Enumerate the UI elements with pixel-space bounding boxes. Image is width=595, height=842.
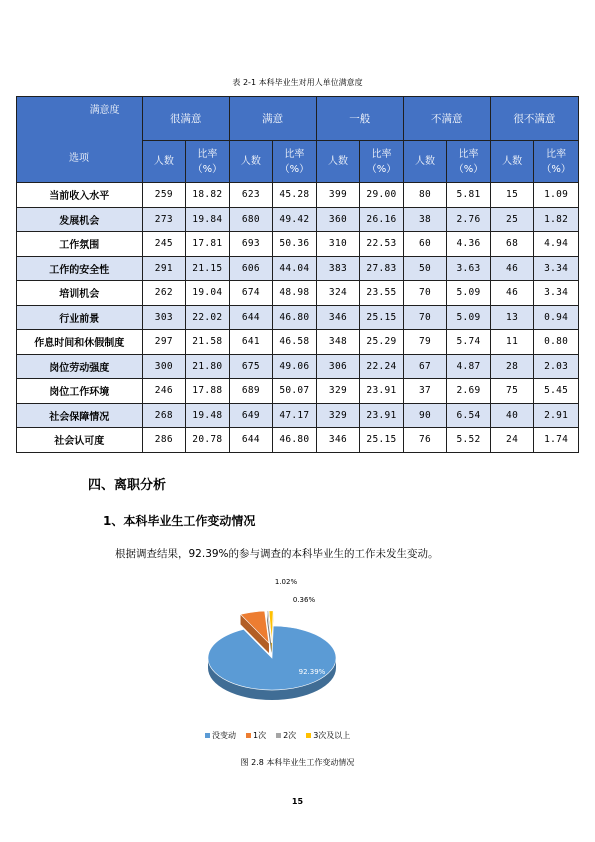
count-cell: 606 [229, 256, 273, 281]
subheader-count: 人数 [142, 141, 186, 183]
group-header: 满意 [229, 97, 316, 141]
ratio-cell: 3.34 [534, 281, 579, 306]
count-cell: 259 [142, 183, 186, 208]
row-label: 岗位劳动强度 [17, 354, 143, 379]
count-cell: 15 [490, 183, 534, 208]
count-cell: 245 [142, 232, 186, 257]
corner-top-label: 满意度 [89, 105, 120, 116]
ratio-cell: 25.15 [360, 305, 404, 330]
subheader-count: 人数 [229, 141, 273, 183]
row-label: 岗位工作环境 [17, 379, 143, 404]
table-header-row [17, 97, 579, 141]
pie-data-label: 6.24% [256, 596, 280, 604]
ratio-cell: 17.88 [186, 379, 230, 404]
ratio-cell: 5.09 [447, 281, 491, 306]
group-header: 不满意 [403, 97, 490, 141]
count-cell: 689 [229, 379, 273, 404]
row-label: 行业前景 [17, 305, 143, 330]
ratio-cell: 2.03 [534, 354, 579, 379]
ratio-cell: 20.78 [186, 428, 230, 453]
count-cell: 348 [316, 330, 360, 355]
corner-bottom-label: 选项 [69, 153, 89, 164]
count-cell: 329 [316, 379, 360, 404]
table-row [17, 207, 579, 232]
legend-item [205, 730, 236, 741]
count-cell: 70 [403, 281, 447, 306]
count-cell: 303 [142, 305, 186, 330]
count-cell: 346 [316, 428, 360, 453]
count-cell: 11 [490, 330, 534, 355]
ratio-cell: 5.45 [534, 379, 579, 404]
subheader-ratio-line1: 比率 [546, 148, 567, 160]
ratio-cell: 2.69 [447, 379, 491, 404]
legend-swatch [276, 733, 281, 738]
legend-label: 3次及以上 [313, 731, 351, 740]
ratio-cell: 46.80 [273, 428, 317, 453]
legend-swatch [306, 733, 311, 738]
count-cell: 286 [142, 428, 186, 453]
ratio-cell: 29.00 [360, 183, 404, 208]
group-header: 很满意 [142, 97, 229, 141]
table-body [17, 183, 579, 453]
table-caption: 表 2-1 本科毕业生对用人单位满意度 [232, 78, 363, 87]
ratio-cell: 18.82 [186, 183, 230, 208]
count-cell: 346 [316, 305, 360, 330]
pie-data-label: 92.39% [298, 668, 326, 676]
ratio-cell: 46.80 [273, 305, 317, 330]
pie-data-label: 0.36% [292, 596, 316, 604]
ratio-cell: 2.76 [447, 207, 491, 232]
subheader-ratio-line1: 比率 [197, 148, 218, 160]
count-cell: 28 [490, 354, 534, 379]
ratio-cell: 4.87 [447, 354, 491, 379]
count-cell: 13 [490, 305, 534, 330]
ratio-cell: 3.63 [447, 256, 491, 281]
ratio-cell: 27.83 [360, 256, 404, 281]
satisfaction-table [16, 96, 579, 453]
subheader-count: 人数 [403, 141, 447, 183]
table-row [17, 305, 579, 330]
group-header: 很不满意 [490, 97, 578, 141]
count-cell: 680 [229, 207, 273, 232]
count-cell: 291 [142, 256, 186, 281]
count-cell: 649 [229, 403, 273, 428]
count-cell: 360 [316, 207, 360, 232]
subheader-count: 人数 [316, 141, 360, 183]
count-cell: 79 [403, 330, 447, 355]
row-label: 发展机会 [17, 207, 143, 232]
legend-item [246, 730, 266, 741]
legend-item [276, 730, 296, 741]
ratio-cell: 19.84 [186, 207, 230, 232]
ratio-cell: 5.52 [447, 428, 491, 453]
ratio-cell: 22.53 [360, 232, 404, 257]
count-cell: 75 [490, 379, 534, 404]
group-header: 一般 [316, 97, 403, 141]
ratio-cell: 21.15 [186, 256, 230, 281]
ratio-cell: 19.48 [186, 403, 230, 428]
count-cell: 38 [403, 207, 447, 232]
ratio-cell: 25.29 [360, 330, 404, 355]
count-cell: 70 [403, 305, 447, 330]
count-cell: 329 [316, 403, 360, 428]
table-row [17, 403, 579, 428]
count-cell: 644 [229, 305, 273, 330]
count-cell: 674 [229, 281, 273, 306]
ratio-cell: 0.80 [534, 330, 579, 355]
table-row [17, 330, 579, 355]
ratio-cell: 23.55 [360, 281, 404, 306]
ratio-cell: 1.74 [534, 428, 579, 453]
count-cell: 693 [229, 232, 273, 257]
table-row [17, 232, 579, 257]
row-label: 作息时间和休假制度 [17, 330, 143, 355]
count-cell: 623 [229, 183, 273, 208]
count-cell: 641 [229, 330, 273, 355]
ratio-cell: 22.02 [186, 305, 230, 330]
count-cell: 50 [403, 256, 447, 281]
count-cell: 60 [403, 232, 447, 257]
table-row [17, 379, 579, 404]
ratio-cell: 50.07 [273, 379, 317, 404]
ratio-cell: 6.54 [447, 403, 491, 428]
count-cell: 268 [142, 403, 186, 428]
subheader-ratio-line1: 比率 [371, 148, 392, 160]
legend-swatch [246, 733, 251, 738]
legend-label: 2次 [283, 731, 297, 740]
subheader-ratio-line2: （%） [279, 163, 310, 175]
count-cell: 25 [490, 207, 534, 232]
chart-legend [205, 730, 350, 741]
ratio-cell: 23.91 [360, 379, 404, 404]
count-cell: 324 [316, 281, 360, 306]
count-cell: 76 [403, 428, 447, 453]
page-number: 15 [291, 797, 304, 806]
count-cell: 300 [142, 354, 186, 379]
ratio-cell: 48.98 [273, 281, 317, 306]
ratio-cell: 1.82 [534, 207, 579, 232]
pie-data-label: 1.02% [274, 578, 298, 586]
row-label: 社会认可度 [17, 428, 143, 453]
count-cell: 246 [142, 379, 186, 404]
row-label: 当前收入水平 [17, 183, 143, 208]
sub-heading: 1、本科毕业生工作变动情况 [103, 514, 256, 528]
ratio-cell: 46.58 [273, 330, 317, 355]
ratio-cell: 47.17 [273, 403, 317, 428]
subheader-ratio-line2: （%） [453, 163, 484, 175]
ratio-cell: 4.36 [447, 232, 491, 257]
count-cell: 80 [403, 183, 447, 208]
ratio-cell: 3.34 [534, 256, 579, 281]
ratio-cell: 17.81 [186, 232, 230, 257]
body-paragraph: 根据调查结果，92.39%的参与调查的本科毕业生的工作未发生变动。 [115, 548, 439, 560]
section-heading: 四、离职分析 [88, 478, 167, 493]
count-cell: 68 [490, 232, 534, 257]
ratio-cell: 19.04 [186, 281, 230, 306]
ratio-cell: 26.16 [360, 207, 404, 232]
subheader-ratio-line1: 比率 [458, 148, 479, 160]
count-cell: 37 [403, 379, 447, 404]
ratio-cell: 1.09 [534, 183, 579, 208]
ratio-cell: 21.80 [186, 354, 230, 379]
subheader-ratio [534, 141, 579, 183]
table-row [17, 354, 579, 379]
figure-caption: 图 2.8 本科毕业生工作变动情况 [240, 758, 355, 767]
count-cell: 644 [229, 428, 273, 453]
count-cell: 306 [316, 354, 360, 379]
ratio-cell: 5.74 [447, 330, 491, 355]
row-label: 工作氛围 [17, 232, 143, 257]
legend-label: 没变动 [212, 731, 236, 740]
ratio-cell: 49.42 [273, 207, 317, 232]
count-cell: 40 [490, 403, 534, 428]
subheader-ratio [273, 141, 317, 183]
ratio-cell: 25.15 [360, 428, 404, 453]
subheader-ratio [360, 141, 404, 183]
ratio-cell: 5.81 [447, 183, 491, 208]
count-cell: 399 [316, 183, 360, 208]
count-cell: 675 [229, 354, 273, 379]
table-row [17, 183, 579, 208]
subheader-ratio-line2: （%） [541, 163, 571, 175]
ratio-cell: 2.91 [534, 403, 579, 428]
ratio-cell: 45.28 [273, 183, 317, 208]
ratio-cell: 4.94 [534, 232, 579, 257]
count-cell: 262 [142, 281, 186, 306]
count-cell: 24 [490, 428, 534, 453]
ratio-cell: 21.58 [186, 330, 230, 355]
subheader-ratio [447, 141, 491, 183]
subheader-count: 人数 [490, 141, 534, 183]
legend-swatch [205, 733, 210, 738]
ratio-cell: 23.91 [360, 403, 404, 428]
ratio-cell: 44.04 [273, 256, 317, 281]
row-label: 工作的安全性 [17, 256, 143, 281]
row-label: 培训机会 [17, 281, 143, 306]
pie-chart [190, 570, 370, 720]
count-cell: 67 [403, 354, 447, 379]
ratio-cell: 49.06 [273, 354, 317, 379]
table-row [17, 428, 579, 453]
ratio-cell: 0.94 [534, 305, 579, 330]
ratio-cell: 5.09 [447, 305, 491, 330]
count-cell: 297 [142, 330, 186, 355]
subheader-ratio-line1: 比率 [284, 148, 305, 160]
subheader-ratio [186, 141, 230, 183]
count-cell: 273 [142, 207, 186, 232]
count-cell: 46 [490, 281, 534, 306]
ratio-cell: 22.24 [360, 354, 404, 379]
table-row [17, 281, 579, 306]
count-cell: 383 [316, 256, 360, 281]
legend-item [306, 730, 350, 741]
count-cell: 90 [403, 403, 447, 428]
ratio-cell: 50.36 [273, 232, 317, 257]
table-row [17, 256, 579, 281]
count-cell: 310 [316, 232, 360, 257]
subheader-ratio-line2: （%） [366, 163, 397, 175]
table-corner-cell [17, 97, 143, 183]
legend-label: 1次 [253, 731, 267, 740]
subheader-ratio-line2: （%） [192, 163, 223, 175]
count-cell: 46 [490, 256, 534, 281]
row-label: 社会保障情况 [17, 403, 143, 428]
